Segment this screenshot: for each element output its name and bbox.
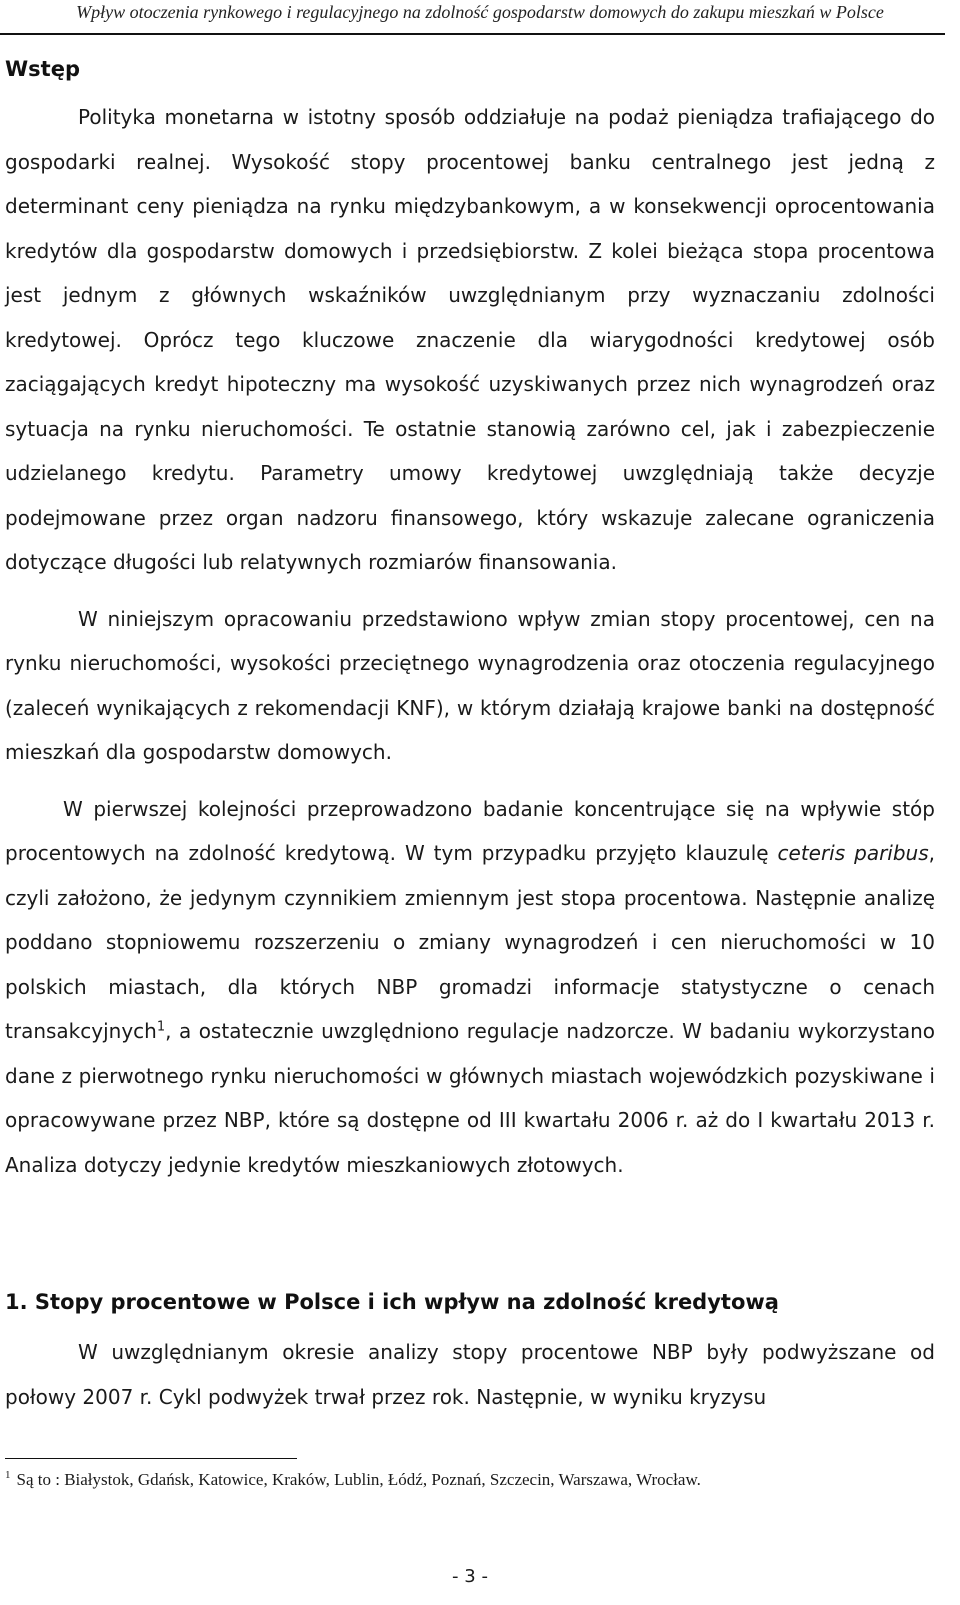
footnote-number: 1 bbox=[5, 1469, 11, 1482]
section-1-body bbox=[5, 1330, 935, 1419]
page-number: - 3 - bbox=[452, 1566, 488, 1587]
running-header: Wpływ otoczenia rynkowego i regulacyjnego na zdolność gospodarstw domowych do zakupu mieszkań w Polsce bbox=[76, 2, 884, 22]
footnote-rule bbox=[5, 1458, 297, 1459]
footnote-text: Są to : Białystok, Gdańsk, Katowice, Kraków, Lublin, Łódź, Poznań, Szczecin, Warszawa, Wrocław. bbox=[16, 1470, 701, 1489]
footnote-reference[interactable]: 1 bbox=[156, 1019, 166, 1035]
intro-heading: Wstęp bbox=[5, 57, 80, 81]
intro-paragraph-2: W niniejszym opracowaniu przedstawiono wpływ zmian stopy procentowej, cen na rynku nieruchomości, wysokości przeciętnego wynagrodzenia oraz otoczenia regulacyjnego (zaleceń wynikających z rekomendacji KNF), w którym działają krajowe banki na dostępność mieszkań dla gospodarstw domowych. bbox=[5, 606, 935, 764]
intro-paragraph-3-part-b: , czyli założono, że jedynym czynnikiem zmiennym jest stopa procentowa. Następnie analizę poddano stopniowemu rozszerzeniu o zmiany wynagrodzeń i cen nieruchomości w 10 polskich miastach, dla których NBP gromadzi informacje statystyczne o cenach transakcyjnych bbox=[5, 841, 935, 1043]
footnote bbox=[5, 1470, 935, 1490]
intro-body bbox=[5, 95, 935, 1187]
header-rule bbox=[0, 33, 945, 35]
intro-paragraph-3 bbox=[5, 787, 935, 1188]
intro-paragraph-3-part-c: , a ostatecznie uwzględniono regulacje nadzorcze. W badaniu wykorzystano dane z pierwotnego rynku nieruchomości w głównych miastach wojewódzkich pozyskiwane i opracowywane przez NBP, które są dostępne od III kwartału 2006 r. aż do I kwartału 2013 r. Analiza dotyczy jedynie kredytów mieszkaniowych złotowych. bbox=[5, 1019, 935, 1177]
intro-paragraph-1: Polityka monetarna w istotny sposób oddziałuje na podaż pieniądza trafiającego do gospodarki realnej. Wysokość stopy procentowej banku centralnego jest jedną z determinant ceny pieniądza na rynku międzybankowym, a w konsekwencji oprocentowania kredytów dla gospodarstw domowych i przedsiębiorstw. Z kolei bieżąca stopa procentowa jest jednym z głównych wskaźników uwzględnianym przy wyznaczaniu zdolności kredytowej. Oprócz tego kluczowe znaczenie dla wiarygodności kredytowej osób zaciągających kredyt hipoteczny ma wysokość uzyskiwanych przez nich wynagrodzeń oraz sytuacja na rynku nieruchomości. Te ostatnie stanowią zarówno cel, jak i zabezpieczenie udzielanego kredytu. Parametry umowy kredytowej uwzględniają także decyzje podejmowane przez organ nadzoru finansowego, który wskazuje zalecane ograniczenia dotyczące długości lub relatywnych rozmiarów finansowania. bbox=[5, 105, 935, 574]
intro-paragraph-3-part-a: W pierwszej kolejności przeprowadzono badanie koncentrujące się na wpływie stóp procentowych na zdolność kredytową. W tym przypadku przyjęto klauzulę bbox=[5, 796, 935, 865]
intro-paragraph-3-italic: ceteris paribus bbox=[777, 841, 929, 865]
section-1-heading: 1. Stopy procentowe w Polsce i ich wpływ na zdolność kredytową bbox=[5, 1290, 779, 1314]
section-1-paragraph-1: W uwzględnianym okresie analizy stopy procentowe NBP były podwyższane od połowy 2007 r. Cykl podwyżek trwał przez rok. Następnie, w wyniku kryzysu bbox=[5, 1340, 935, 1409]
